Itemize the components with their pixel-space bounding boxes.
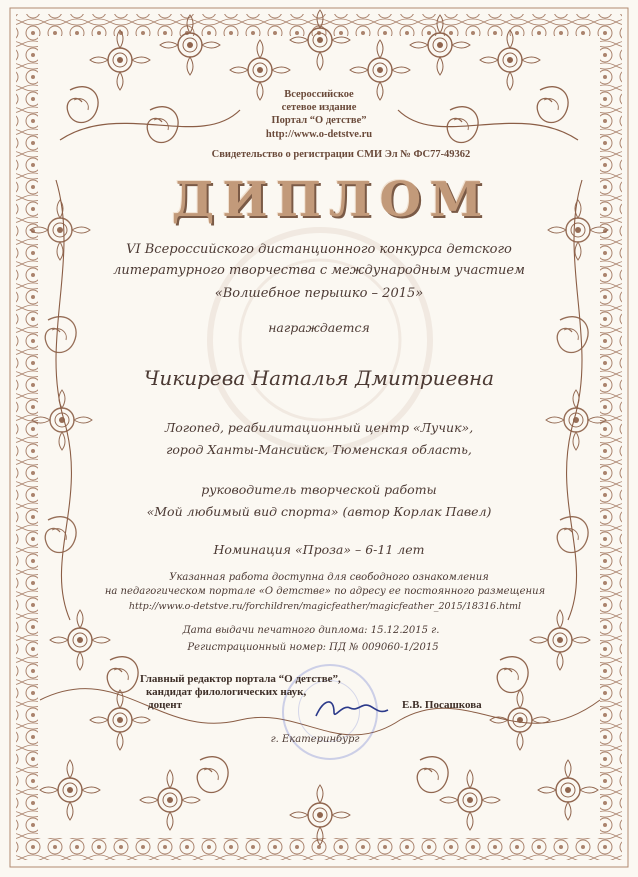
editor-name: Е.В. Посашкова <box>402 699 482 711</box>
editor-title-line1: Главный редактор портала “О детстве”, <box>140 673 341 685</box>
contest-line2: литературного творчества с международным участием <box>113 263 525 278</box>
editor-title-line2: кандидат филологических наук, <box>146 686 307 698</box>
publisher-line3: Портал “О детстве” <box>271 115 367 126</box>
registration-number: Свидетельство о регистрации СМИ Эл № ФС77-49362 <box>211 149 471 160</box>
publisher-line2: сетевое издание <box>281 102 357 113</box>
publication-line2: на педагогическом портале «О детстве» по адресу ее постоянного размещения <box>104 586 546 597</box>
recipient-name: Чикирева Наталья Дмитриевна <box>143 366 495 390</box>
registration-id: Регистрационный номер: ПД № 009060-1/2015 <box>187 642 439 653</box>
editor-title-line3: доцент <box>148 699 183 711</box>
publisher-url: http://www.o-detstve.ru <box>265 129 373 140</box>
recipient-position-line1: Логопед, реабилитационный центр «Лучик», <box>164 420 474 435</box>
publication-url: http://www.o-detstve.ru/forchildren/magicfeather/magicfeather_2015/18316.html <box>128 601 522 612</box>
diploma-title: ДИПЛОМ <box>171 172 491 228</box>
publication-line1: Указанная работа доступна для свободного ознакомления <box>169 572 489 583</box>
contest-line1: VI Всероссийского дистанционного конкурса детского <box>126 242 512 257</box>
handwritten-signature <box>312 694 392 724</box>
recipient-position-line2: город Ханты-Мансийск, Тюменская область, <box>166 442 472 457</box>
contest-line3: «Волшебное перышко – 2015» <box>214 286 424 301</box>
issue-date: Дата выдачи печатного диплома: 15.12.2015 г. <box>182 625 440 636</box>
city: г. Екатеринбург <box>270 734 360 745</box>
awarded-label: награждается <box>268 320 370 335</box>
publisher-line1: Всероссийское <box>284 89 354 100</box>
nomination: Номинация «Проза» – 6-11 лет <box>213 542 425 557</box>
recipient-role-line1: руководитель творческой работы <box>201 482 437 497</box>
recipient-role-line2: «Мой любимый вид спорта» (автор Корлак Павел) <box>146 504 492 519</box>
